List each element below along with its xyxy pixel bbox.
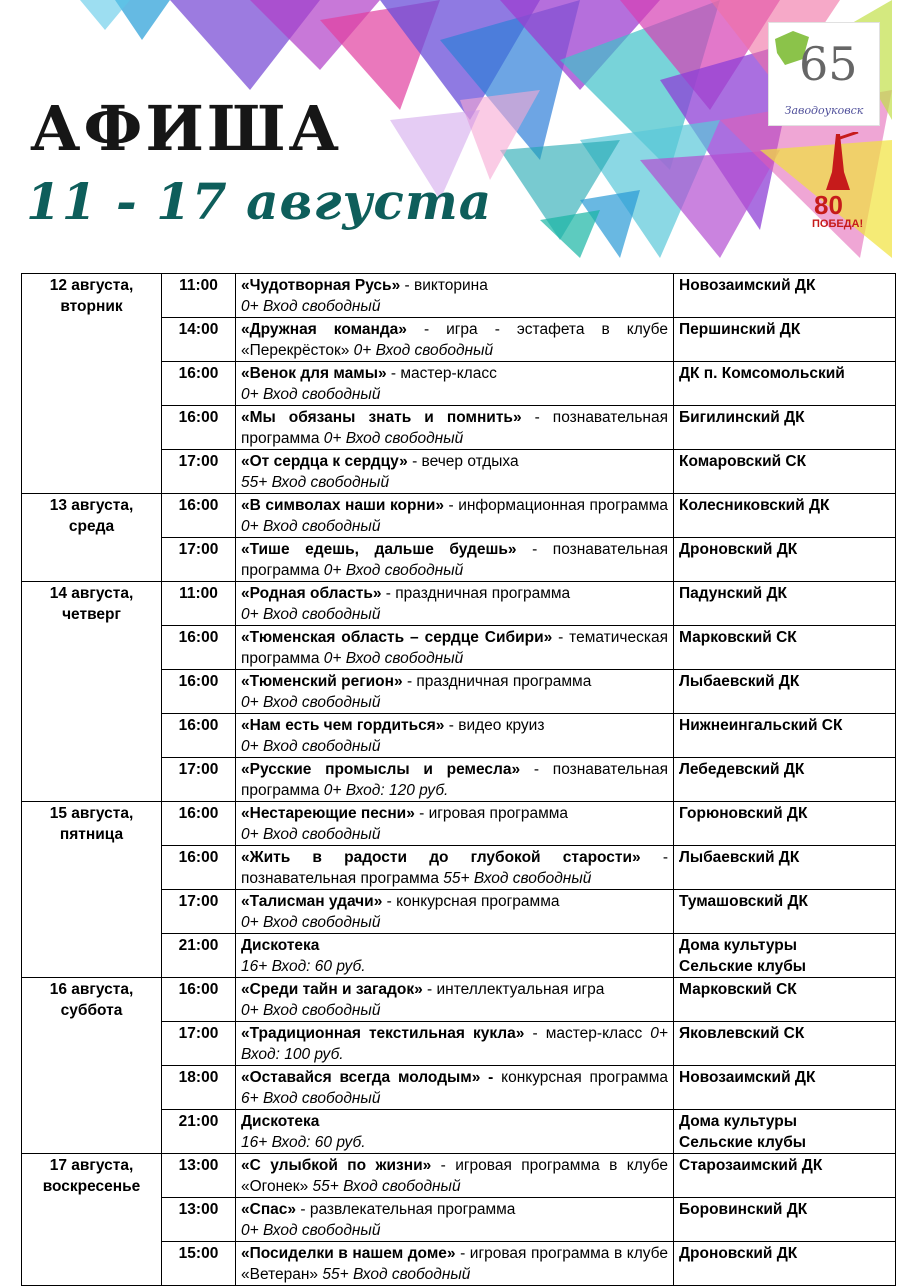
event-time: 16:00 <box>162 978 236 1022</box>
poster-title: АФИША <box>30 92 343 165</box>
event-description: - вечер отдыха <box>407 453 519 470</box>
event-admission: 55+ Вход свободный <box>312 1178 461 1195</box>
event-title: «Жить в радости до глубокой старости» <box>241 849 641 866</box>
event-time: 11:00 <box>162 582 236 626</box>
venue-name: Лыбаевский ДК <box>679 673 800 690</box>
event-venue <box>674 626 896 670</box>
day-cell <box>22 802 162 978</box>
event-time: 15:00 <box>162 1242 236 1286</box>
event-title: «С улыбкой по жизни» <box>241 1157 432 1174</box>
event-time: 21:00 <box>162 1110 236 1154</box>
event-description: - игра - эстафета в клубе «Перекрёсток» <box>241 321 668 359</box>
venue-name: Лебедевский ДК <box>679 761 805 778</box>
event-description: - информационная программа <box>443 497 668 514</box>
event-admission: 0+ Вход: 120 руб. <box>323 782 449 799</box>
event-time: 18:00 <box>162 1066 236 1110</box>
event-time: 11:00 <box>162 274 236 318</box>
event-admission: 0+ Вход свободный <box>323 562 464 579</box>
table-row <box>22 978 896 1022</box>
table-row <box>22 1154 896 1198</box>
event-title: «Тюменский регион» <box>241 673 403 690</box>
event-description: - интеллектуальная игра <box>422 981 605 998</box>
event-description: - познавательная программа <box>241 761 668 799</box>
event-cell <box>236 758 674 802</box>
day-cell <box>22 1154 162 1286</box>
event-title: «В символах наши корни» <box>241 497 444 514</box>
event-admission: 0+ Вход свободный <box>353 342 494 359</box>
event-venue <box>674 1242 896 1286</box>
event-cell <box>236 1066 674 1110</box>
event-cell <box>236 318 674 362</box>
event-cell <box>236 1154 674 1198</box>
venue-name: Дома культуры <box>679 937 797 954</box>
event-time: 17:00 <box>162 890 236 934</box>
event-description: - познавательная программа <box>241 541 668 579</box>
event-admission: 0+ Вход: 100 руб. <box>241 1025 668 1063</box>
logo-65-town: Заводоуковск <box>784 104 864 117</box>
event-admission: 16+ Вход: 60 руб. <box>241 958 366 975</box>
event-description: - познавательная программа <box>241 849 668 887</box>
event-admission: 55+ Вход свободный <box>443 870 592 887</box>
venue-name: Сельские клубы <box>679 1134 807 1151</box>
event-time: 17:00 <box>162 450 236 494</box>
event-time: 17:00 <box>162 1022 236 1066</box>
event-cell <box>236 1110 674 1154</box>
event-admission: 0+ Вход свободный <box>241 1222 381 1239</box>
event-admission: 0+ Вход свободный <box>323 430 464 447</box>
venue-name: Новозаимский ДК <box>679 277 816 294</box>
event-venue <box>674 670 896 714</box>
event-admission: 16+ Вход: 60 руб. <box>241 1134 366 1151</box>
event-cell <box>236 450 674 494</box>
event-venue <box>674 890 896 934</box>
day-weekday: пятница <box>59 826 124 843</box>
event-admission: 55+ Вход свободный <box>241 474 390 491</box>
event-cell <box>236 846 674 890</box>
event-time: 16:00 <box>162 406 236 450</box>
event-admission: 55+ Вход свободный <box>322 1266 471 1283</box>
event-title: Дискотека <box>241 937 320 954</box>
event-time: 13:00 <box>162 1198 236 1242</box>
event-cell <box>236 538 674 582</box>
venue-name: Комаровский СК <box>679 453 807 470</box>
venue-name: Боровинский ДК <box>679 1201 808 1218</box>
event-title: «Тише едешь, дальше будешь» <box>241 541 517 558</box>
event-description: конкурсная программа <box>493 1069 668 1086</box>
event-title: «Среди тайн и загадок» <box>241 981 423 998</box>
event-title: «Нестареющие песни» <box>241 805 415 822</box>
event-description: - развлекательная программа <box>296 1201 516 1218</box>
event-admission: 6+ Вход свободный <box>241 1090 381 1107</box>
event-title: «Нам есть чем гордиться» <box>241 717 445 734</box>
event-cell <box>236 670 674 714</box>
event-title: Дискотека <box>241 1113 320 1130</box>
event-venue <box>674 1154 896 1198</box>
event-cell <box>236 1198 674 1242</box>
event-admission: 0+ Вход свободный <box>241 386 381 403</box>
event-venue <box>674 494 896 538</box>
event-cell <box>236 274 674 318</box>
venue-name: Марковский СК <box>679 981 797 998</box>
event-title: «Русские промыслы и ремесла» <box>241 761 521 778</box>
day-cell <box>22 978 162 1154</box>
event-cell <box>236 406 674 450</box>
event-time: 16:00 <box>162 362 236 406</box>
event-title: «Традиционная текстильная кукла» <box>241 1025 525 1042</box>
event-admission: 0+ Вход свободный <box>241 826 381 843</box>
event-title: «Тюменская область – сердце Сибири» <box>241 629 553 646</box>
schedule-body <box>22 274 896 1286</box>
event-description: - игровая программа в клубе «Ветеран» <box>241 1245 668 1283</box>
event-time: 16:00 <box>162 670 236 714</box>
event-time: 14:00 <box>162 318 236 362</box>
venue-name: Падунский ДК <box>679 585 788 602</box>
day-date: 15 августа, <box>49 805 134 822</box>
event-venue <box>674 978 896 1022</box>
schedule-table <box>21 273 896 1286</box>
event-title: «Мы обязаны знать и помнить» <box>241 409 522 426</box>
event-venue <box>674 802 896 846</box>
event-description: - мастер-класс <box>386 365 497 382</box>
venue-name: Лыбаевский ДК <box>679 849 800 866</box>
venue-name: Дома культуры <box>679 1113 797 1130</box>
event-description: - видео круиз <box>444 717 545 734</box>
day-date: 13 августа, <box>49 497 134 514</box>
event-time: 17:00 <box>162 758 236 802</box>
day-cell <box>22 582 162 802</box>
day-date: 17 августа, <box>49 1157 134 1174</box>
venue-name: Першинский ДК <box>679 321 801 338</box>
day-weekday: суббота <box>60 1002 123 1019</box>
event-time: 16:00 <box>162 846 236 890</box>
logo-65-number: 65 <box>799 37 858 91</box>
day-weekday: воскресенье <box>42 1178 141 1195</box>
monument-icon <box>810 132 866 192</box>
event-admission: 0+ Вход свободный <box>241 606 381 623</box>
poster-dates: 11 - 17 августа <box>26 172 493 231</box>
venue-name: ДК п. Комсомольский <box>679 365 845 382</box>
event-cell <box>236 362 674 406</box>
day-weekday: вторник <box>60 298 123 315</box>
event-cell <box>236 802 674 846</box>
event-time: 16:00 <box>162 714 236 758</box>
event-description: - игровая программа <box>414 805 569 822</box>
day-date: 16 августа, <box>49 981 134 998</box>
event-venue <box>674 538 896 582</box>
event-admission: 0+ Вход свободный <box>241 914 381 931</box>
event-time: 16:00 <box>162 626 236 670</box>
event-cell <box>236 890 674 934</box>
event-title: «Талисман удачи» <box>241 893 383 910</box>
event-cell <box>236 1242 674 1286</box>
event-venue <box>674 406 896 450</box>
venue-name: Новозаимский ДК <box>679 1069 816 1086</box>
event-description: - познавательная программа <box>241 409 669 447</box>
table-row <box>22 494 896 538</box>
event-cell <box>236 714 674 758</box>
victory-80-logo <box>810 132 866 244</box>
table-row <box>22 274 896 318</box>
event-admission: 0+ Вход свободный <box>241 298 381 315</box>
table-row <box>22 802 896 846</box>
event-title: «Венок для мамы» <box>241 365 387 382</box>
event-title: «Спас» <box>241 1201 297 1218</box>
day-cell <box>22 274 162 494</box>
venue-name: Бигилинский ДК <box>679 409 805 426</box>
event-description: - мастер-класс <box>524 1025 651 1042</box>
event-venue <box>674 934 896 978</box>
event-venue <box>674 450 896 494</box>
anniversary-65-logo <box>768 22 880 126</box>
event-admission: 0+ Вход свободный <box>241 694 381 711</box>
event-venue <box>674 714 896 758</box>
venue-name: Марковский СК <box>679 629 797 646</box>
event-venue <box>674 1022 896 1066</box>
day-weekday: четверг <box>62 606 121 623</box>
event-time: 17:00 <box>162 538 236 582</box>
event-time: 16:00 <box>162 802 236 846</box>
venue-name: Горюновский ДК <box>679 805 808 822</box>
venue-name: Сельские клубы <box>679 958 807 975</box>
logo-80-caption: ПОБЕДА! <box>812 218 864 230</box>
event-description: - игровая программа в клубе «Огонек» <box>241 1157 669 1195</box>
day-date: 12 августа, <box>49 277 134 294</box>
event-time: 16:00 <box>162 494 236 538</box>
event-venue <box>674 318 896 362</box>
event-admission: 0+ Вход свободный <box>241 518 381 535</box>
event-cell <box>236 494 674 538</box>
event-title: «Оставайся всегда молодым» - <box>241 1069 494 1086</box>
table-row <box>22 582 896 626</box>
event-admission: 0+ Вход свободный <box>241 1002 381 1019</box>
event-admission: 0+ Вход свободный <box>241 738 381 755</box>
event-time: 13:00 <box>162 1154 236 1198</box>
event-venue <box>674 274 896 318</box>
venue-name: Нижнеингальский СК <box>679 717 843 734</box>
event-description: - праздничная программа <box>381 585 571 602</box>
event-title: «Родная область» <box>241 585 382 602</box>
event-title: «Чудотворная Русь» <box>241 277 401 294</box>
day-weekday: среда <box>68 518 115 535</box>
event-title: «Посиделки в нашем доме» <box>241 1245 456 1262</box>
venue-name: Старозаимский ДК <box>679 1157 823 1174</box>
event-venue <box>674 1066 896 1110</box>
venue-name: Дроновский ДК <box>679 1245 798 1262</box>
day-date: 14 августа, <box>49 585 134 602</box>
event-admission: 0+ Вход свободный <box>323 650 464 667</box>
event-description: - конкурсная программа <box>382 893 560 910</box>
event-venue <box>674 846 896 890</box>
event-cell <box>236 934 674 978</box>
day-cell <box>22 494 162 582</box>
event-venue <box>674 362 896 406</box>
venue-name: Яковлевский СК <box>679 1025 805 1042</box>
event-title: «Дружная команда» <box>241 321 407 338</box>
venue-name: Тумашовский ДК <box>679 893 808 910</box>
logo-80-number: 80 <box>814 190 843 220</box>
event-description: - праздничная программа <box>402 673 592 690</box>
event-description: - тематическая программа <box>241 629 668 667</box>
event-time: 21:00 <box>162 934 236 978</box>
event-cell <box>236 1022 674 1066</box>
event-venue <box>674 582 896 626</box>
venue-name: Дроновский ДК <box>679 541 798 558</box>
event-cell <box>236 582 674 626</box>
event-title: «От сердца к сердцу» <box>241 453 408 470</box>
event-cell <box>236 978 674 1022</box>
event-venue <box>674 758 896 802</box>
event-cell <box>236 626 674 670</box>
event-venue <box>674 1110 896 1154</box>
event-venue <box>674 1198 896 1242</box>
event-description: - викторина <box>400 277 488 294</box>
venue-name: Колесниковский ДК <box>679 497 830 514</box>
header-banner <box>20 0 892 258</box>
